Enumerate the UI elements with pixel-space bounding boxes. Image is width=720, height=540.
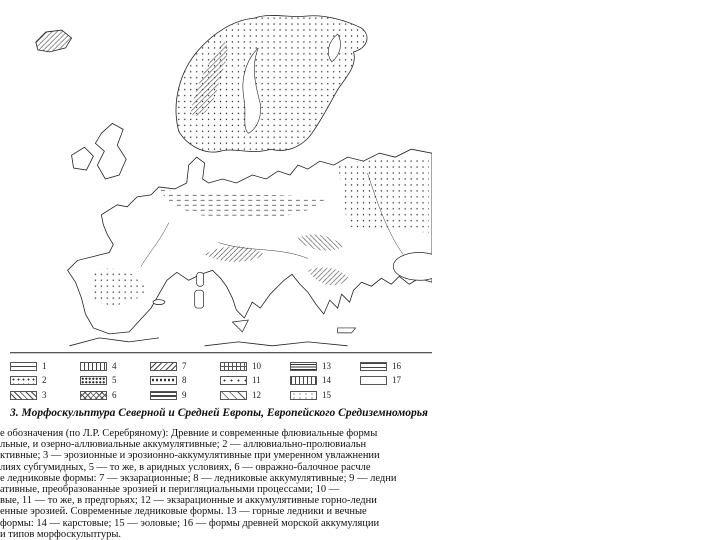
- legend-number: 4: [112, 360, 117, 371]
- legend-number: 12: [252, 390, 261, 401]
- legend-number: 11: [252, 375, 261, 386]
- legend-item: [80, 389, 150, 402]
- legend-number: 5: [112, 375, 117, 386]
- balearic: [153, 300, 165, 305]
- legend-item: [220, 360, 290, 373]
- legend-pattern-icon: [290, 391, 317, 400]
- legend-pattern-icon: [10, 391, 37, 400]
- caption-line: формы: 14 — карстовые; 15 — эоловые; 16 — формы древней морской аккумуляции: [0, 517, 380, 529]
- legend-number: 15: [322, 390, 331, 401]
- legend-number: 1: [42, 360, 47, 371]
- legend-number: 13: [322, 360, 331, 371]
- europe-morphosculpture-map: [10, 4, 432, 354]
- sardinia: [195, 290, 204, 308]
- legend-number: 17: [392, 375, 401, 386]
- legend-pattern-icon: [360, 376, 387, 385]
- caption-line: вые, 11 — то же, в предгорьях; 12 — экзарационные и аккумулятивные горно-ледни: [0, 495, 377, 507]
- legend-pattern-icon: [290, 362, 317, 371]
- legend-pattern-icon: [150, 362, 177, 371]
- legend-pattern-icon: [360, 362, 387, 371]
- legend-pattern-icon: [10, 376, 37, 385]
- legend-item: [220, 389, 290, 402]
- legend-pattern-icon: [220, 362, 247, 371]
- legend-pattern-icon: [80, 362, 107, 371]
- legend-pattern-icon: [80, 376, 107, 385]
- legend-number: 9: [182, 390, 187, 401]
- legend-number: 16: [392, 360, 401, 371]
- legend-pattern-icon: [220, 376, 247, 385]
- crete: [338, 328, 356, 333]
- figure-title: 3. Морфоскульптура Северной и Средней Европы, Европейского Средиземноморья: [10, 407, 428, 419]
- caption-line: лиях субгумидных, 5 — то же, в аридных условиях, 6 — овражно-балочное расчле: [0, 461, 371, 473]
- legend-number: 3: [42, 390, 47, 401]
- legend-item: [290, 360, 360, 373]
- legend-pattern-icon: [150, 391, 177, 400]
- legend-pattern-icon: [290, 376, 317, 385]
- britain-outline: [95, 123, 126, 179]
- legend-item: [150, 360, 220, 373]
- legend-item: [10, 374, 80, 387]
- legend-number: 14: [322, 375, 331, 386]
- legend-item: [10, 389, 80, 402]
- legend-item: [150, 389, 220, 402]
- legend-item: [220, 374, 290, 387]
- east-european-plain: [338, 156, 429, 232]
- legend-item: [290, 374, 360, 387]
- caption-line: е обозначения (по Л.Р. Серебряному): Древние и современные флювиальные формы: [0, 428, 378, 439]
- map-legend: [10, 359, 432, 403]
- caption-line: ативные, преобразованные эрозией и перигляциальными процессами; 10 —: [0, 484, 340, 496]
- corsica: [197, 272, 204, 286]
- caption-line: и типов морфоскульптуры.: [0, 528, 122, 540]
- ireland-outline: [72, 147, 94, 170]
- north-africa-coast: [70, 338, 348, 346]
- map-area: [10, 4, 432, 354]
- legend-item: [290, 389, 360, 402]
- legend-number: 10: [252, 360, 261, 371]
- legend-number: 2: [42, 375, 47, 386]
- caption-line: е ледниковые формы: 7 — экзарационные; 8 — ледниковые аккумулятивные; 9 — ледни: [0, 472, 397, 484]
- figure-caption: [0, 428, 720, 540]
- legend-item: [150, 374, 220, 387]
- legend-number: 8: [182, 375, 187, 386]
- caption-line: енные эрозией. Современные ледниковые формы. 13 — горные ледники и вечные: [0, 506, 367, 518]
- legend-pattern-icon: [80, 391, 107, 400]
- legend-item: [80, 360, 150, 373]
- caption-line: льные, и озерно-аллювиальные аккумулятивные; 2 — аллювиально-пролювиальн: [0, 439, 367, 451]
- legend-item: [360, 360, 430, 373]
- legend-item: [80, 374, 150, 387]
- legend-pattern-icon: [220, 391, 247, 400]
- legend-item: [360, 374, 430, 387]
- legend-number: 7: [182, 360, 187, 371]
- caption-line: ктивные; 3 — эрозионные и эрозионно-аккумулятивные при умеренном увлажнении: [0, 450, 380, 462]
- legend-pattern-icon: [150, 376, 177, 385]
- legend-pattern-icon: [10, 362, 37, 371]
- legend-number: 6: [112, 390, 117, 401]
- sicily: [232, 320, 248, 332]
- legend-item: [10, 360, 80, 373]
- iceland-outline: [36, 30, 72, 52]
